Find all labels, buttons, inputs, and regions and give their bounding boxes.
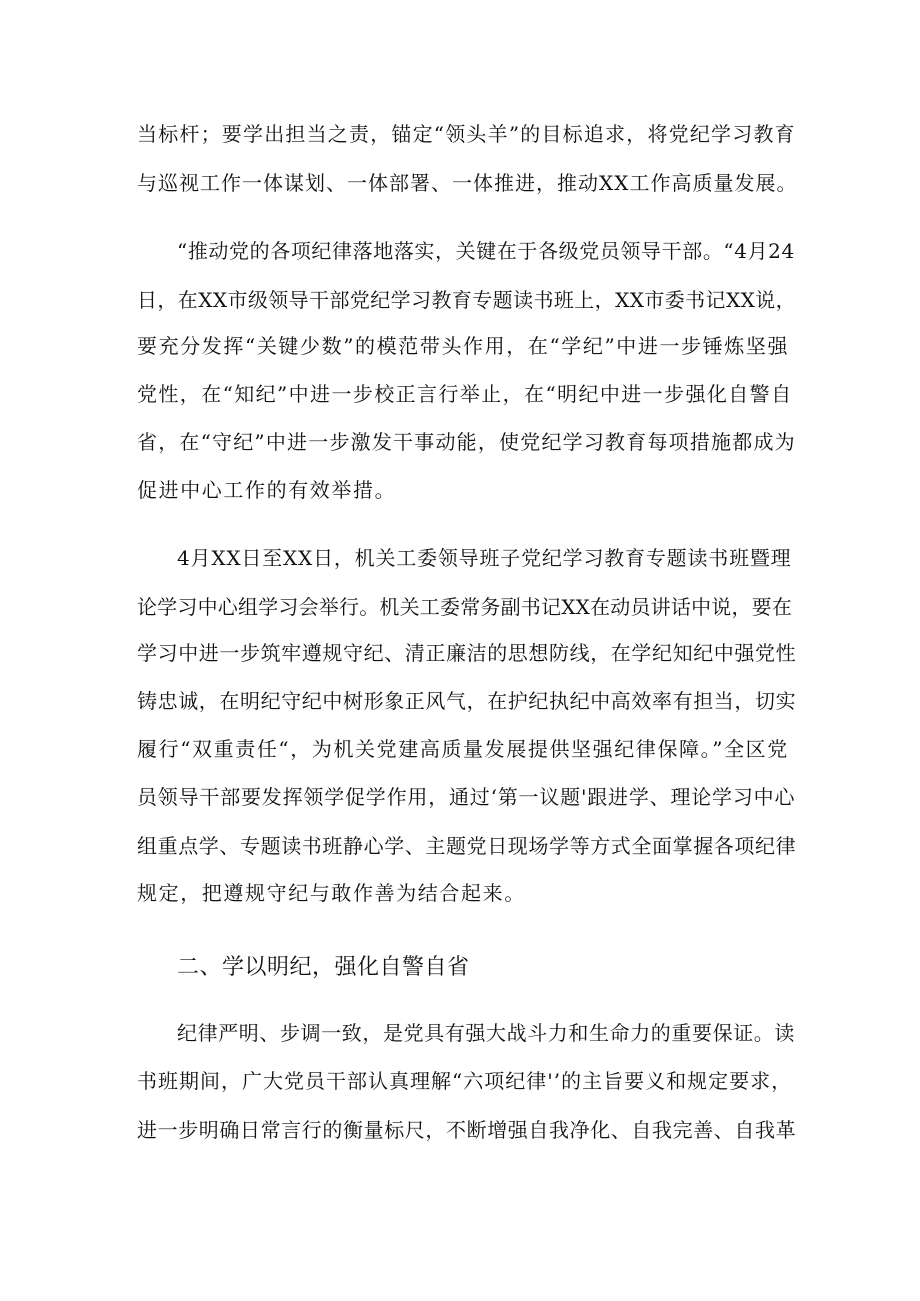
paragraph-line: 铸忠诚，在明纪守纪中树形象正风气，在护纪执纪中高效率有担当，切实 bbox=[137, 689, 797, 713]
paragraph-line: 书班期间，广大党员干部认真理解“六项纪律'’的主旨要义和规定要求， bbox=[137, 1069, 793, 1093]
paragraph-line: 学习中进一步筑牢遵规守纪、清正廉洁的思想防线，在学纪知纪中强党性 bbox=[137, 641, 797, 665]
paragraph-line: 纪律严明、步调一致，是党具有强大战斗力和生命力的重要保证。读 bbox=[177, 1021, 795, 1045]
paragraph-line: 促进中心工作的有效举措。 bbox=[137, 478, 397, 502]
paragraph-line: 与巡视工作一体谋划、一体部署、一体推进，推动XX工作高质量发展。 bbox=[137, 171, 798, 195]
paragraph-line: 规定，把遵规守纪与敢作善为结合起来。 bbox=[137, 881, 526, 905]
paragraph-line: 要充分发挥“关键少数”的模范带头作用，在“学纪”中进一步锤炼坚强 bbox=[137, 334, 790, 358]
paragraph-line: 当标杆；要学出担当之责，锚定“领头羊”的目标追求，将党纪学习教育 bbox=[137, 122, 796, 146]
paragraph-line: 论学习中心组学习会举行。机关工委常务副书记XX在动员讲话中说，要在 bbox=[137, 595, 793, 619]
paragraph-line: 日，在XX市级领导干部党纪学习教育专题读书班上，XX市委书记XX说， bbox=[137, 288, 797, 312]
paragraph-line: “推动党的各项纪律落地落实，关键在于各级党员领导干部。“4月24 bbox=[177, 239, 795, 263]
paragraph-line: 组重点学、专题读书班静心学、主题党日现场学等方式全面掌握各项纪律 bbox=[137, 834, 797, 858]
paragraph-line: 员领导干部要发挥领学促学作用，通过‘第一议题'跟进学、理论学习中心 bbox=[137, 785, 796, 809]
paragraph-line: 进一步明确日常言行的衡量标尺，不断增强自我净化、自我完善、自我革 bbox=[137, 1118, 797, 1142]
section-heading: 二、学以明纪，强化自警自省 bbox=[177, 955, 470, 980]
paragraph-line: 履行“双重责任“，为机关党建高质量发展提供坚强纪律保障。”全区党 bbox=[137, 737, 789, 761]
paragraph-line: 省，在“守纪”中进一步激发干事动能，使党纪学习教育每项措施都成为 bbox=[137, 430, 796, 454]
paragraph-line: 4月XX日至XX日，机关工委领导班子党纪学习教育专题读书班暨理 bbox=[177, 546, 792, 570]
paragraph-line: 党性，在“知纪”中进一步校正言行举止，在“明纪中进一步强化自警自 bbox=[137, 382, 793, 406]
